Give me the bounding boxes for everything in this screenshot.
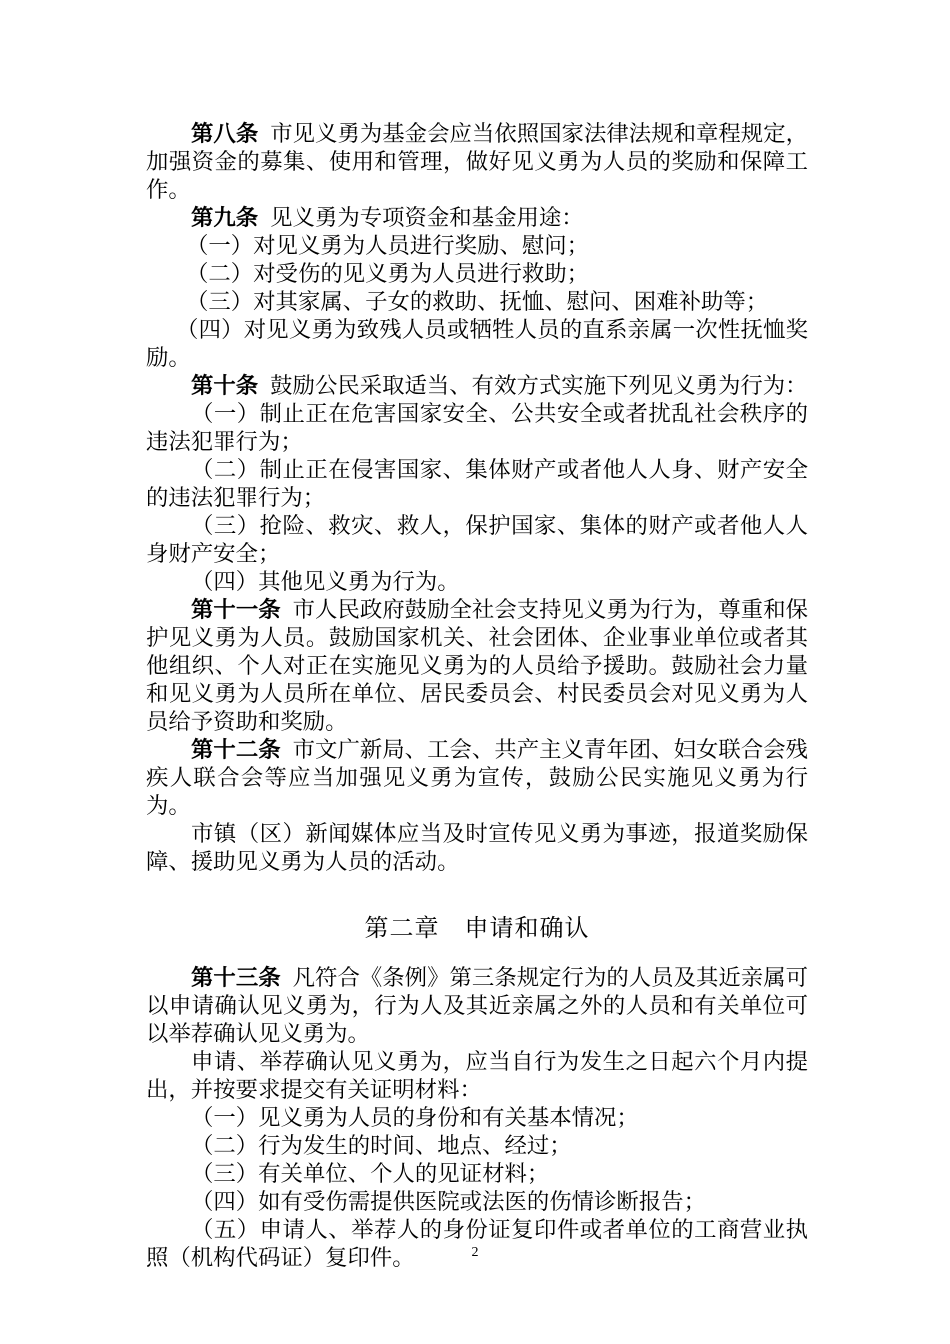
article-label: 第十一条 xyxy=(191,597,281,623)
article-text: 市文广新局、工会、共产主义青年团、妇女联合会残疾人联合会等应当加强见义勇为宣传，鼓励公民实施见义勇为行为。 xyxy=(146,737,809,819)
paragraph: 申请、举荐确认见义勇为，应当自行为发生之日起六个月内提出，并按要求提交有关证明材料： xyxy=(146,1049,808,1103)
list-item: （三）有关单位、个人的见证材料； xyxy=(191,1161,550,1187)
article-label: 第九条 xyxy=(191,205,259,231)
article-label: 第十二条 xyxy=(191,737,281,763)
article-text: 市见义勇为基金会应当依照国家法律法规和章程规定，加强资金的募集、使用和管理，做好见义勇为人员的奖励和保障工作。 xyxy=(146,121,809,203)
article-12 xyxy=(146,736,808,820)
list-item: （四）对见义勇为致残人员或牺牲人员的直系亲属一次性抚恤奖励。 xyxy=(146,317,808,371)
list-item: （一）见义勇为人员的身份和有关基本情况； xyxy=(191,1105,639,1131)
document-body xyxy=(146,120,808,1272)
article-label: 第十三条 xyxy=(191,965,281,991)
article-label: 第十条 xyxy=(191,373,259,399)
article-text: 市人民政府鼓励全社会支持见义勇为行为，尊重和保护见义勇为人员。鼓励国家机关、社会团体、企业事业单位或者其他组织、个人对正在实施见义勇为的人员给予援助。鼓励社会力量和见义勇为人员所在单位、居民委员会、村民委员会对见义勇为人员给予资助和奖励。 xyxy=(146,597,809,735)
paragraph: 市镇（区）新闻媒体应当及时宣传见义勇为事迹，报道奖励保障、援助见义勇为人员的活动。 xyxy=(146,821,808,875)
article-8 xyxy=(146,120,808,204)
article-11 xyxy=(146,596,808,736)
list-item: （一）制止正在危害国家安全、公共安全或者扰乱社会秩序的违法犯罪行为； xyxy=(146,401,808,455)
article-10 xyxy=(146,372,808,400)
list-item: （二）制止正在侵害国家、集体财产或者他人人身、财产安全的违法犯罪行为； xyxy=(146,457,808,511)
article-text: 见义勇为专项资金和基金用途： xyxy=(270,205,584,231)
chapter-heading: 第二章 申请和确认 xyxy=(364,914,590,942)
list-item: （三）抢险、救灾、救人，保护国家、集体的财产或者他人人身财产安全； xyxy=(146,513,808,567)
list-item: （四）其他见义勇为行为。 xyxy=(191,569,460,595)
list-item: （五）申请人、举荐人的身份证复印件或者单位的工商营业执照（机构代码证）复印件。 xyxy=(146,1217,808,1271)
list-item: （二）行为发生的时间、地点、经过； xyxy=(191,1133,572,1159)
article-9 xyxy=(146,204,808,232)
list-item: （二）对受伤的见义勇为人员进行救助； xyxy=(186,261,590,287)
article-text: 鼓励公民采取适当、有效方式实施下列见义勇为行为： xyxy=(270,373,808,399)
list-item: （三）对其家属、子女的救助、抚恤、慰问、困难补助等； xyxy=(186,289,769,315)
list-item: （一）对见义勇为人员进行奖励、慰问； xyxy=(186,233,590,259)
article-label: 第八条 xyxy=(191,121,259,147)
list-item: （四）如有受伤需提供医院或法医的伤情诊断报告； xyxy=(191,1189,706,1215)
page-number: 2 xyxy=(471,1245,479,1260)
article-13 xyxy=(146,964,808,1048)
article-text: 凡符合《条例》第三条规定行为的人员及其近亲属可以申请确认见义勇为，行为人及其近亲属之外的人员和有关单位可以举荐确认见义勇为。 xyxy=(146,965,809,1047)
